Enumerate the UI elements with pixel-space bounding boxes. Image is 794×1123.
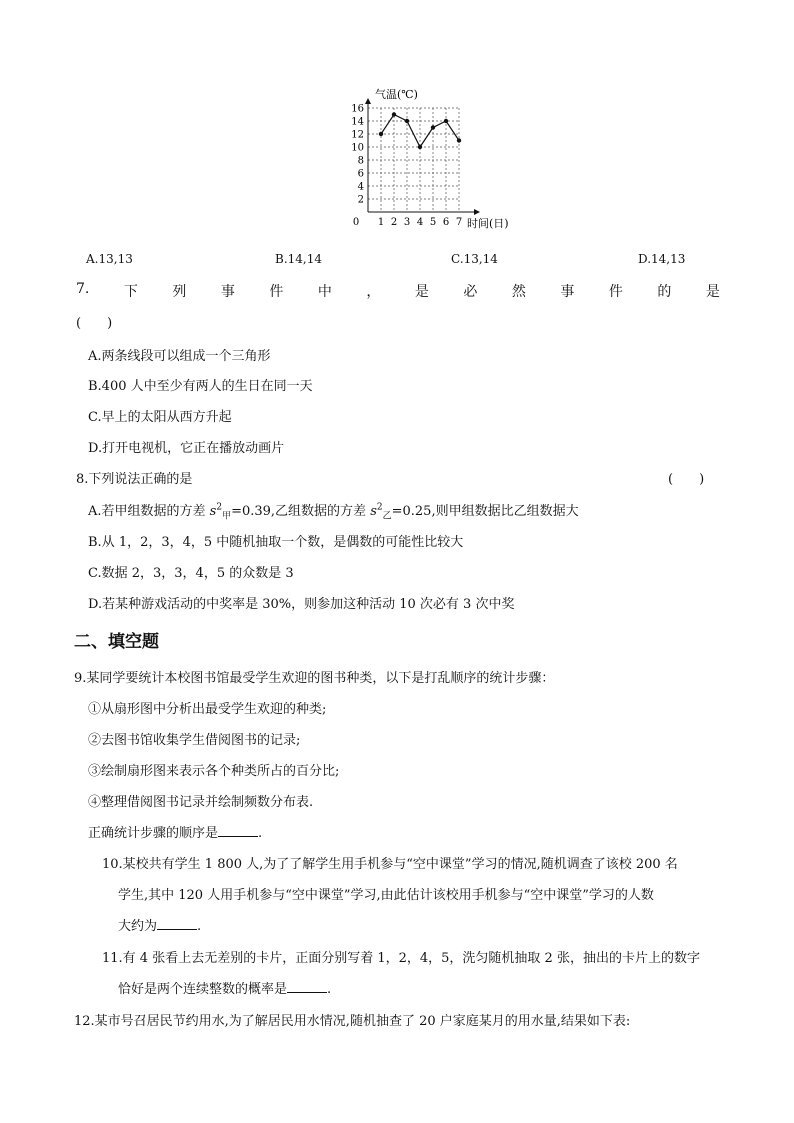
x-axis-arrow [474,209,480,215]
q11-answer-blank[interactable] [287,978,327,993]
q11-line-1: 11.有 4 张看上去无差别的卡片，正面分别写着 1，2，4，5，洗匀随机抽取 2 张，抽出的卡片上的数字 [102,951,700,966]
x-tick-label: 5 [429,217,437,228]
temperature-data-point [444,119,448,123]
q10-line-2: 学生,其中 120 人用手机参与“空中课堂”学习,由此估计该校用手机参与“空中课堂”学习的人数 [118,888,654,903]
q7-option-d: D.打开电视机，它正在播放动画片 [88,441,285,456]
q7-answer-paren: ( ) [76,316,113,331]
q9-question: 正确统计步骤的顺序是 . [88,822,262,841]
q6-option-a: A.13,13 [86,252,133,266]
temperature-data-point [431,125,435,129]
temperature-data-point [457,138,461,142]
q7-option-c: C.早上的太阳从西方升起 [88,410,232,425]
q10-answer-blank[interactable] [157,915,197,930]
q8-option-c: C.数据 2，3，3，4，5 的众数是 3 [88,566,294,581]
temperature-data-point [418,145,422,149]
y-tick-label: 2 [357,194,364,206]
q9-stem: 9.某同学要统计本校图书馆最受学生欢迎的图书种类，以下是打乱顺序的统计步骤： [74,671,555,686]
temperature-line-chart [340,84,530,234]
x-tick-label: 4 [416,217,424,228]
q8-answer-paren: ( ) [668,472,705,487]
q9-step-4: ④整理借阅图书记录并绘制频数分布表. [88,795,314,810]
temperature-data-point [379,132,383,136]
q6-option-c: C.13,14 [451,252,498,266]
q10-line-3: 大约为 . [118,915,201,934]
q7-option-b: B.400 人中至少有两人的生日在同一天 [88,379,313,394]
q6-option-b: B.14,14 [275,252,322,266]
x-tick-label: 6 [442,217,450,228]
q8-option-a: A.若甲组数据的方差 $s^2_甲=0.39$,乙组数据的方差 $s^2_乙=0.25$,则甲组数据比乙组数据大 [88,502,579,522]
q10-line-1: 10.某校共有学生 1 800 人,为了了解学生用手机参与“空中课堂”学习的情况,随机调查了该校 200 名 [102,857,678,872]
q8-option-d: D.若某种游戏活动的中奖率是 30%，则参加这种活动 10 次必有 3 次中奖 [88,597,515,612]
x-tick-label: 1 [377,217,385,228]
x-tick-label: 0 [352,217,360,228]
q11-line-2: 恰好是两个连续整数的概率是 . [118,978,331,997]
x-tick-label: 3 [403,217,411,228]
y-axis-arrow [365,98,371,104]
q9-step-3: ③绘制扇形图来表示各个种类所占的百分比; [88,764,340,779]
x-tick-label: 7 [455,217,463,228]
temperature-data-point [392,112,396,116]
y-tick-label: 16 [351,103,364,115]
y-tick-label: 4 [357,181,364,193]
y-axis-label: 气温(℃) [375,88,418,101]
y-tick-label: 8 [357,155,364,167]
q7-option-a: A.两条线段可以组成一个三角形 [88,349,271,364]
q8-stem: 8.下列说法正确的是 [76,472,193,487]
x-tick-label: 2 [390,217,398,228]
y-tick-label: 6 [357,168,364,180]
q6-option-d: D.14,13 [638,252,686,266]
q7-stem: 7. 下 列 事 件 中 ， 是 必 然 事 件 的 是 [76,281,720,300]
q8-option-b: B.从 1，2，3，4，5 中随机抽取一个数，是偶数的可能性比较大 [88,535,464,550]
y-tick-label: 10 [351,142,364,154]
x-axis-label: 时间(日) [467,217,509,230]
temperature-data-point [405,119,409,123]
y-tick-label: 12 [351,129,364,141]
q9-answer-blank[interactable] [218,822,258,837]
section-title: 二、填空题 [74,632,159,652]
q9-step-1: ①从扇形图中分析出最受学生欢迎的种类; [88,702,327,717]
y-tick-label: 14 [351,116,364,128]
q9-step-2: ②去图书馆收集学生借阅图书的记录; [88,733,301,748]
q12-stem: 12.某市号召居民节约用水,为了解居民用水情况,随机抽查了 20 户家庭某月的用水量,结果如下表: [74,1014,631,1029]
